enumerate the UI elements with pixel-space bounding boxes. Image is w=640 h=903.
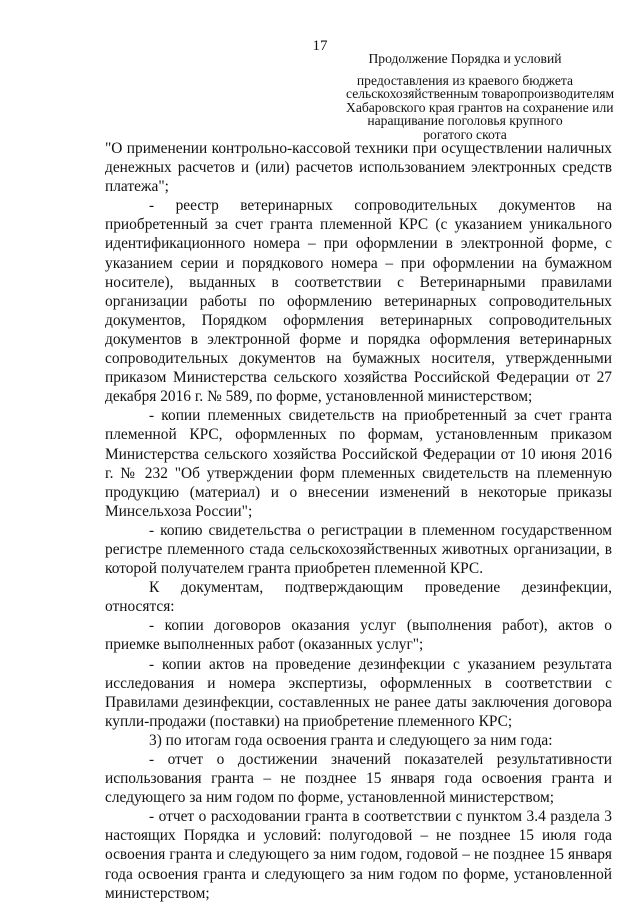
paragraph: - копии племенных свидетельств на приобретенный за счет гранта племенной КРС, оформленных по формам, установленным приказом Министерства сельского хозяйства Российской Федерации от 10 июня 2016 г. № 232 "Об утверждении форм племенных свидетельств на племенную продукцию (материал) и о внесении изменений в некоторые приказы Минсельхоза России";: [105, 407, 612, 520]
paragraph: - копии актов на проведение дезинфекции с указанием результата исследования и номера экспертизы, оформленных в соответствии с Правилами дезинфекции, составленных не ранее даты заключения договора купли-продажи (поставки) на приобретение племенного КРС;: [105, 655, 612, 730]
paragraph: "О применении контрольно-кассовой техники при осуществлении наличных денежных расчетов и (или) расчетов использованием электронных средств платежа";: [105, 140, 612, 196]
header-line: предоставления из краевого бюджета: [356, 72, 574, 88]
header-line: наращивание поголовья крупного: [367, 113, 563, 129]
document-header: [346, 51, 615, 142]
paragraph: - копию свидетельства о регистрации в племенном государственном регистре племенного стада сельскохозяйственных животных организации, в которой получателем гранта приобретен племенной КРС.: [105, 521, 612, 578]
paragraph: - отчет о расходовании гранта в соответствии с пунктом 3.4 раздела 3 настоящих Порядка и условий: полугодовой – не позднее 15 июля года освоения гранта и следующего за ним годом, годовой – не позднее 15 января года освоения гранта и следующего за ним годом по форме, установленной министерством;: [105, 808, 612, 902]
paragraph: 3) по итогам года освоения гранта и следующего за ним года:: [149, 731, 553, 749]
header-line: рогатого скота: [423, 126, 507, 142]
page-number: 17: [312, 38, 328, 54]
paragraph: - копии договоров оказания услуг (выполнения работ), актов о приемке выполненных работ (оказанных услуг";: [105, 617, 612, 654]
paragraph: - отчет о достижении значений показателей результативности использования гранта – не позднее 15 января года освоения гранта и следующего за ним годом по форме, установленной министерством;: [105, 751, 612, 807]
header-line: Хабаровского края грантов на сохранение или: [346, 99, 614, 115]
header-line: сельскохозяйственным товаропроизводителям: [346, 86, 615, 102]
header-line: Продолжение Порядка и условий: [368, 51, 562, 66]
paragraph: К документам, подтверждающим проведение дезинфекции, относятся:: [105, 579, 612, 616]
document-body: [105, 139, 612, 903]
paragraph: - реестр ветеринарных сопроводительных документов на приобретенный за счет гранта племенной КРС (с указанием уникального идентификационного номера – при оформлении в электронной форме, с указанием серии и порядкового номера – при оформлении на бумажном носителе), выданных в соответствии с Ветеринарными правилами организации работы по оформлению ветеринарных сопроводительных документов, Порядком оформления ветеринарных сопроводительных документов в электронной форме и порядка оформления ветеринарных сопроводительных документов на бумажных носителя, утвержденными приказом Министерства сельского хозяйства Российской Федерации от 27 декабря 2016 г. № 589, по форме, установленной министерством;: [105, 197, 612, 406]
